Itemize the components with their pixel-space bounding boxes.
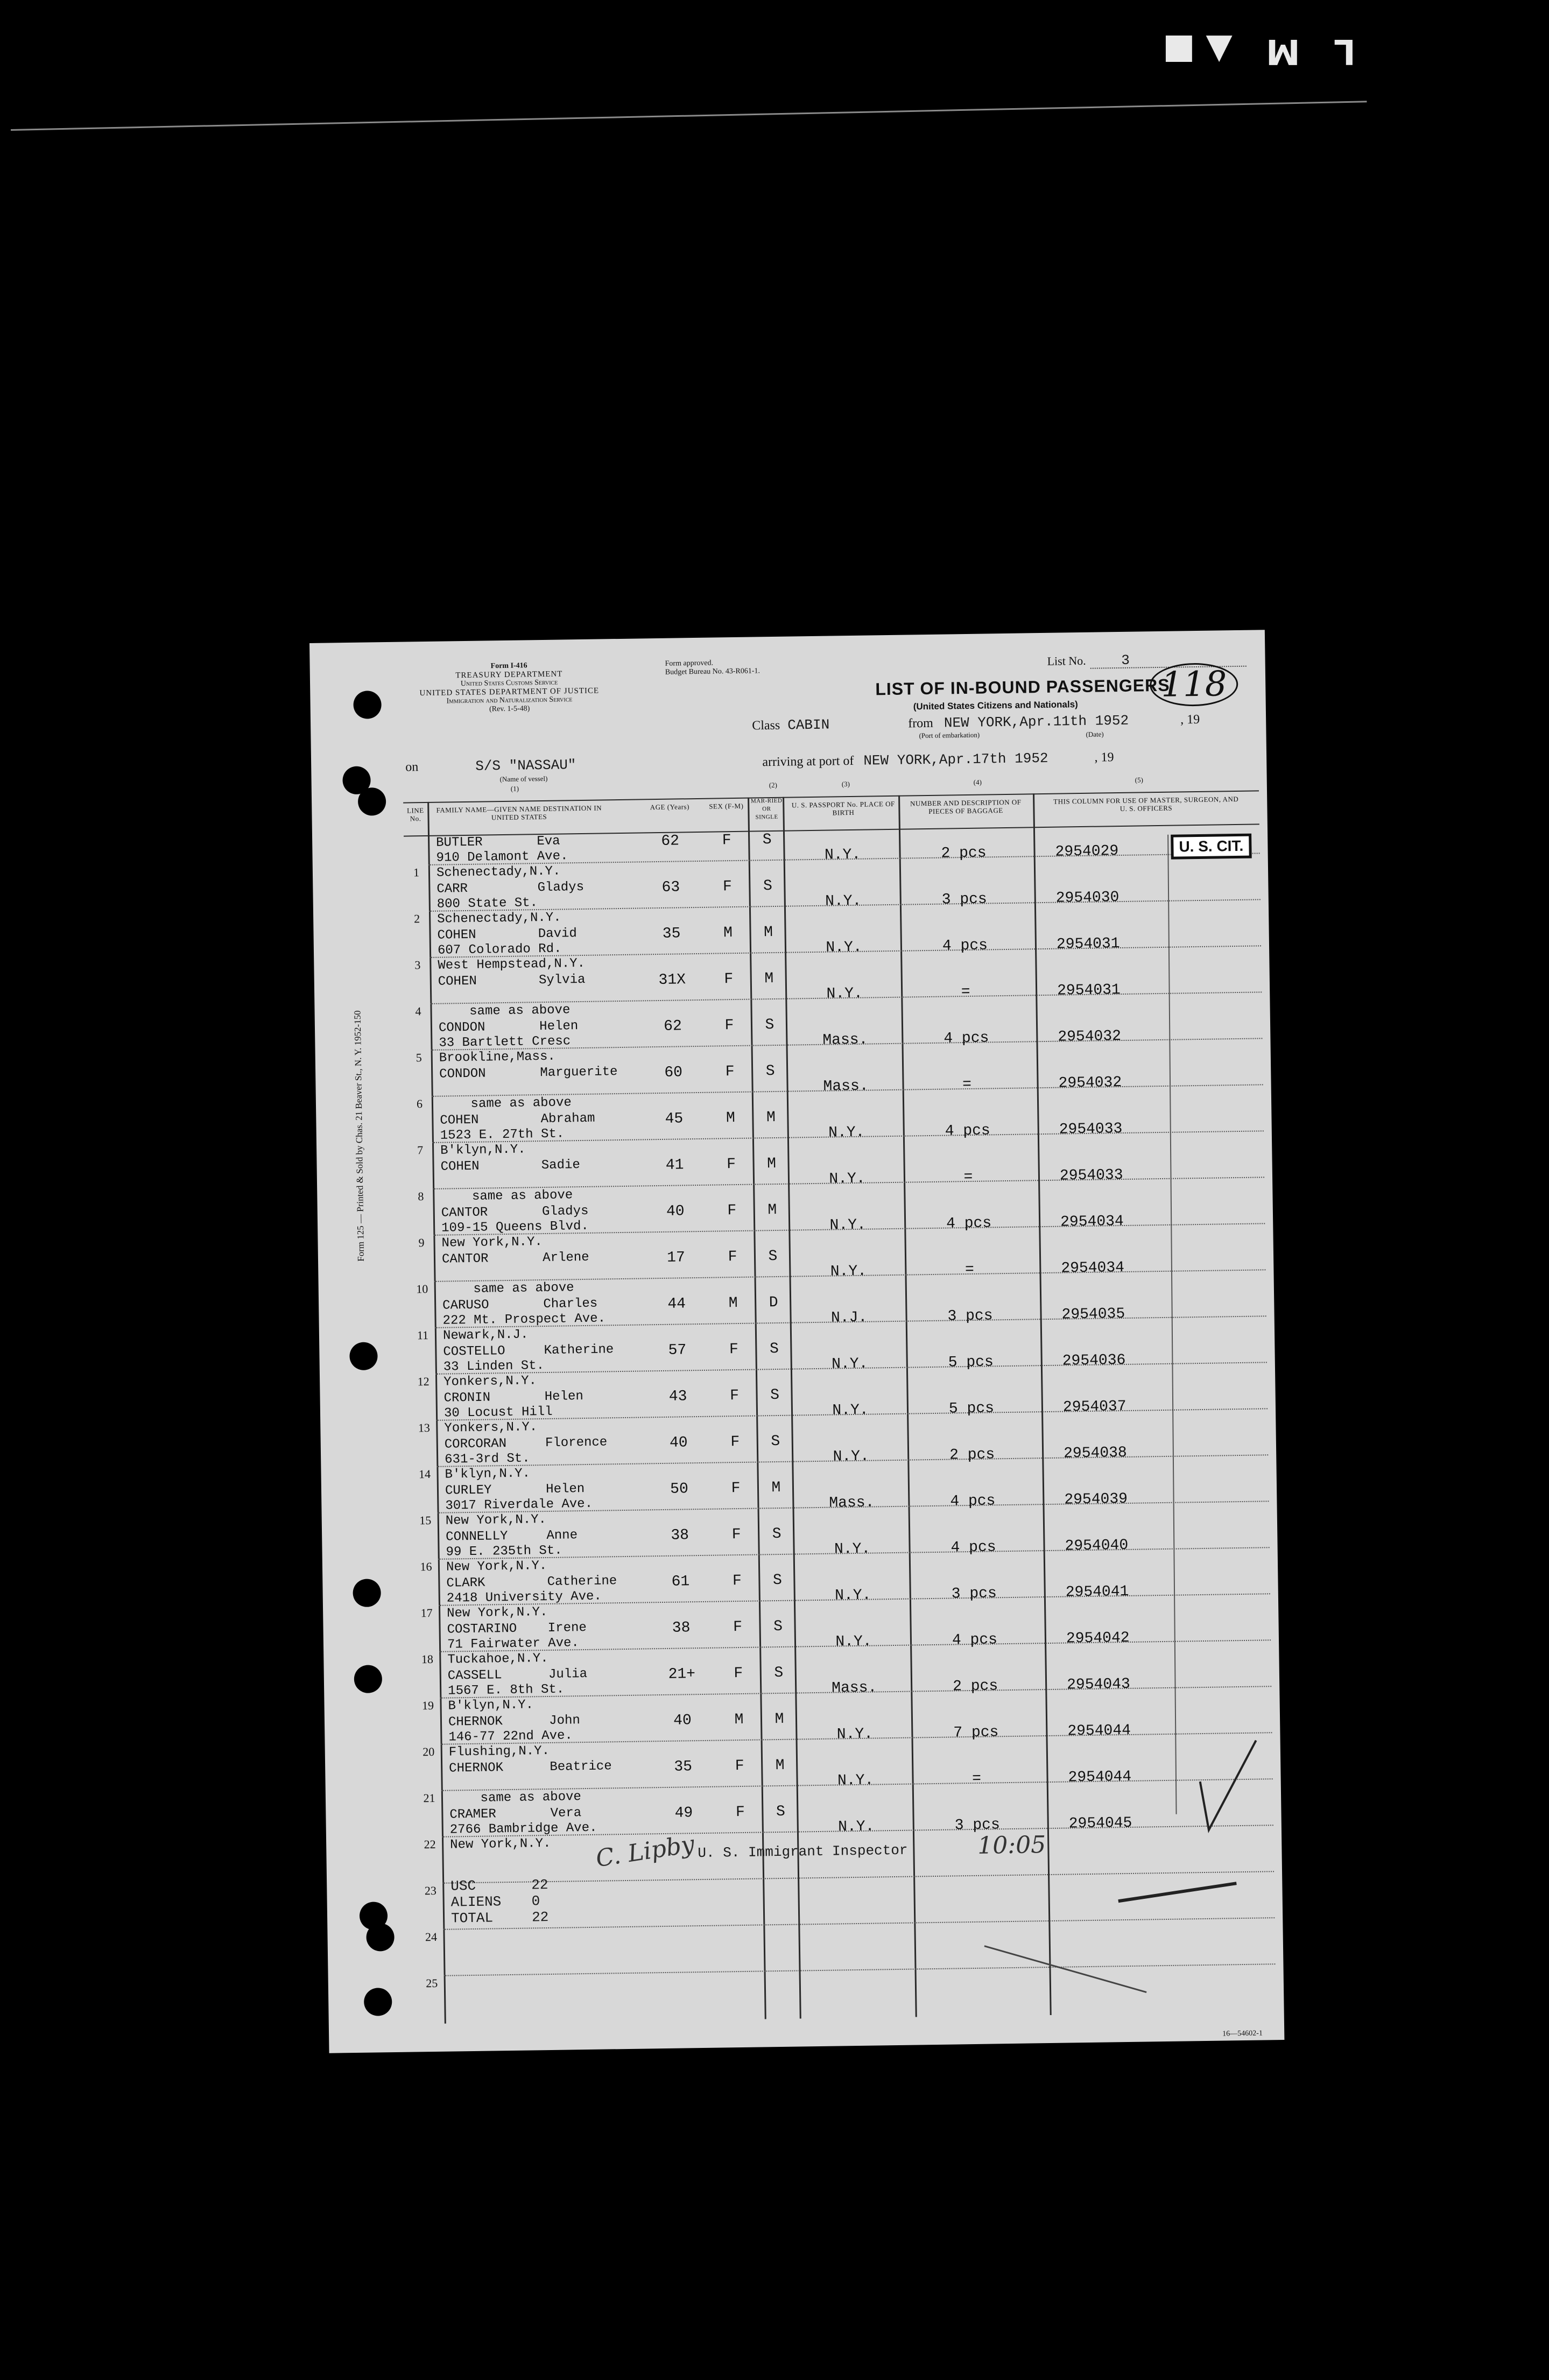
passenger-name: CURLEY Helen	[445, 1482, 585, 1498]
arriving-value: NEW YORK,Apr.17th 1952	[863, 750, 1048, 769]
passenger-address: 71 Fairwater Ave.	[447, 1636, 580, 1652]
passenger-birthplace: Mass.	[831, 1679, 877, 1697]
passenger-city: New York,N.Y.	[441, 1235, 543, 1251]
row-number: 24	[425, 1930, 438, 1944]
passenger-sex: F	[729, 1387, 740, 1405]
col-ref-1: (1)	[510, 784, 519, 793]
passenger-name: CRONIN Helen	[443, 1389, 584, 1406]
total-all-label: TOTAL	[450, 1910, 494, 1927]
passenger-sex: M	[723, 925, 733, 942]
passenger-birthplace: N.Y.	[835, 1633, 872, 1651]
passenger-name: CANTOR Arlene	[441, 1250, 589, 1267]
passenger-name: COSTARINO Irene	[447, 1620, 587, 1637]
row-number: 3	[414, 958, 421, 972]
passenger-marital: S	[762, 832, 772, 849]
passenger-ref-number: 2954038	[1063, 1444, 1127, 1462]
passenger-name: BUTLER Eva	[436, 834, 560, 850]
passenger-sex: F	[726, 1156, 736, 1173]
passenger-address: 2418 University Ave.	[446, 1589, 602, 1606]
passenger-name: COHEN Sadie	[440, 1158, 581, 1174]
passenger-baggage: 3 pcs	[947, 1307, 993, 1325]
passenger-list-document	[309, 630, 1284, 2053]
passenger-city: B'klyn,N.Y.	[448, 1698, 534, 1714]
passenger-age: 63	[661, 879, 680, 896]
passenger-ref-number: 2954029	[1055, 843, 1119, 861]
passenger-baggage: 7 pcs	[953, 1724, 999, 1742]
col-head-married: MAR-RIED OR SINGLE	[750, 797, 783, 821]
row-number: 20	[423, 1744, 435, 1759]
passenger-city: Tuckahoe,N.Y.	[447, 1651, 548, 1667]
passenger-ref-number: 2954035	[1061, 1305, 1125, 1323]
passenger-marital: M	[763, 924, 773, 941]
passenger-marital: M	[766, 1155, 777, 1173]
row-number: 21	[423, 1791, 435, 1805]
passenger-age: 61	[671, 1573, 690, 1590]
immigration-service: Immigration and Naturalization Service	[446, 695, 573, 706]
passenger-marital: M	[764, 970, 774, 988]
passenger-baggage: 2 pcs	[941, 844, 987, 862]
passenger-address: 109-15 Queens Blvd.	[441, 1219, 589, 1236]
passenger-birthplace: N.Y.	[830, 1263, 867, 1280]
passenger-birthplace: N.Y.	[837, 1772, 874, 1790]
col-ref-3: (3)	[841, 780, 850, 788]
row-number: 2	[413, 912, 420, 926]
row-number: 6	[416, 1097, 423, 1111]
passenger-city: same as above	[449, 1790, 582, 1806]
passenger-age: 57	[668, 1342, 687, 1359]
punch-hole	[366, 1923, 395, 1952]
passenger-marital: M	[766, 1109, 776, 1126]
passenger-name: CONDON Helen	[438, 1019, 579, 1036]
passenger-baggage: 3 pcs	[954, 1816, 1000, 1834]
passenger-name: CARUSO Charles	[442, 1296, 598, 1313]
passenger-birthplace: N.Y.	[833, 1448, 870, 1466]
passenger-address: 607 Colorado Rd.	[437, 941, 562, 958]
passenger-name: COHEN Sylvia	[438, 972, 586, 989]
passenger-ref-number: 2954044	[1068, 1768, 1132, 1786]
on-label: on	[405, 760, 419, 774]
passenger-city: New York,N.Y.	[450, 1836, 551, 1853]
passenger-ref-number: 2954043	[1066, 1675, 1130, 1694]
passenger-baggage: 4 pcs	[952, 1631, 998, 1649]
passenger-name: CONDON Marguerite	[439, 1065, 618, 1082]
passenger-marital: S	[776, 1803, 786, 1821]
passenger-ref-number: 2954031	[1057, 982, 1121, 999]
passenger-ref-number: 2954044	[1067, 1722, 1131, 1740]
passenger-age: 62	[663, 1018, 682, 1035]
row-number: 5	[416, 1051, 422, 1065]
passenger-age: 17	[666, 1249, 686, 1266]
passenger-age: 40	[669, 1434, 688, 1452]
passenger-city: B'klyn,N.Y.	[440, 1142, 526, 1158]
approval-block	[665, 658, 760, 677]
passenger-table	[403, 790, 1276, 2024]
passenger-city: New York,N.Y.	[446, 1559, 547, 1575]
passenger-birthplace: N.Y.	[834, 1587, 871, 1604]
passenger-marital: D	[769, 1294, 778, 1312]
passenger-sex: F	[725, 1064, 735, 1081]
punch-hole	[353, 691, 382, 719]
printer-side-text: Form 125 — Printed & Sold by Chas. 21 Beaver St., N. Y. 1952-150	[352, 1010, 367, 1262]
passenger-sex: M	[728, 1295, 738, 1312]
passenger-sex: F	[727, 1202, 737, 1220]
passenger-birthplace: N.Y.	[837, 1818, 875, 1836]
passenger-baggage: 2 pcs	[952, 1678, 998, 1695]
justice-dept: UNITED STATES DEPARTMENT OF JUSTICE	[419, 686, 600, 698]
passenger-birthplace: N.Y.	[826, 985, 863, 1003]
passenger-city: same as above	[439, 1095, 572, 1112]
passenger-age: 31X	[658, 971, 686, 989]
passenger-address: 631-3rd St.	[445, 1451, 530, 1467]
passenger-sex: F	[728, 1249, 737, 1266]
passenger-city: Flushing,N.Y.	[448, 1743, 550, 1760]
inspector-signature: C. Lipby	[594, 1830, 696, 1873]
passenger-address: 910 Delamont Ave.	[436, 849, 568, 865]
class-label: Class	[752, 718, 780, 733]
total-all-value: 22	[531, 1909, 549, 1926]
passenger-birthplace: N.Y.	[828, 1124, 865, 1142]
passenger-baggage: 4 pcs	[945, 1122, 990, 1140]
passenger-birthplace: Mass.	[823, 1078, 869, 1095]
passenger-baggage: 4 pcs	[944, 1030, 989, 1047]
passenger-city: Schenectady,N.Y.	[436, 864, 561, 881]
col-ref-5: (5)	[1135, 776, 1143, 784]
passenger-marital: S	[765, 1063, 775, 1080]
passenger-baggage: =	[963, 1168, 973, 1186]
passenger-address: 99 E. 235th St.	[446, 1543, 562, 1560]
punch-hole	[364, 1988, 392, 2016]
passenger-sex: F	[731, 1526, 741, 1544]
passenger-address: 1567 E. 8th St.	[448, 1682, 565, 1699]
row-number: 10	[416, 1282, 428, 1296]
passenger-ref-number: 2954030	[1055, 889, 1119, 907]
passenger-ref-number: 2954032	[1058, 1074, 1122, 1092]
passenger-age: 50	[670, 1481, 689, 1498]
passenger-address: 33 Linden St.	[443, 1358, 545, 1375]
passenger-address: 33 Bartlett Cresc	[439, 1034, 571, 1051]
passenger-baggage: 2 pcs	[949, 1446, 995, 1464]
from-label: from	[908, 716, 934, 731]
passenger-age: 45	[665, 1110, 684, 1128]
passenger-birthplace: N.Y.	[829, 1170, 865, 1188]
passenger-ref-number: 2954040	[1065, 1537, 1129, 1555]
passenger-age: 40	[673, 1712, 692, 1729]
passenger-age: 40	[666, 1203, 685, 1220]
passenger-age: 38	[672, 1619, 691, 1637]
passenger-birthplace: N.Y.	[825, 892, 862, 910]
passenger-birthplace: N.Y.	[831, 1355, 868, 1373]
passenger-name: CORCORAN Florence	[444, 1435, 608, 1452]
passenger-baggage: =	[971, 1770, 982, 1788]
strike-line	[1118, 1883, 1236, 1901]
passenger-name: CONNELLY Anne	[446, 1528, 578, 1545]
passenger-marital: S	[772, 1572, 783, 1589]
row-number: 16	[420, 1559, 432, 1574]
passenger-sex: F	[724, 971, 734, 988]
passenger-birthplace: Mass.	[829, 1494, 875, 1512]
circled-list-number: 118	[1150, 663, 1238, 707]
passenger-marital: S	[769, 1340, 779, 1358]
from-value: NEW YORK,Apr.11th 1952	[944, 712, 1129, 731]
year-suffix: , 19	[1180, 712, 1200, 727]
row-number: 4	[415, 1004, 421, 1018]
passenger-address: 146-77 22nd Ave.	[448, 1728, 573, 1745]
passenger-sex: F	[733, 1618, 743, 1636]
passenger-address: 3017 Riverdale Ave.	[445, 1496, 593, 1513]
passenger-age: 44	[667, 1295, 686, 1313]
passenger-city: Newark,N.J.	[442, 1327, 529, 1343]
passenger-ref-number: 2954034	[1060, 1213, 1124, 1231]
passenger-baggage: =	[962, 1076, 972, 1094]
punch-hole	[349, 1342, 378, 1370]
passenger-sex: F	[735, 1757, 744, 1775]
passenger-marital: S	[772, 1525, 781, 1543]
vessel-name: S/S "NASSAU"	[475, 757, 576, 774]
passenger-sex: F	[722, 832, 731, 849]
passenger-sex: F	[734, 1665, 743, 1682]
passenger-marital: M	[774, 1710, 784, 1728]
passenger-marital: S	[770, 1386, 780, 1404]
passenger-age: 49	[674, 1805, 693, 1822]
inspector-title: U. S. Immigrant Inspector	[698, 1842, 908, 1862]
margin-line	[1163, 835, 1181, 1814]
passenger-age: 41	[665, 1157, 684, 1174]
passenger-city: same as above	[442, 1280, 574, 1297]
passenger-sex: F	[730, 1433, 740, 1451]
passenger-name: CANTOR Gladys	[441, 1203, 589, 1221]
header-agency-block	[396, 660, 623, 715]
passenger-birthplace: N.Y.	[829, 1216, 867, 1234]
class-value: CABIN	[787, 716, 830, 734]
passenger-birthplace: N.Y.	[834, 1540, 871, 1558]
passenger-birthplace: Mass.	[822, 1031, 868, 1049]
passenger-marital: S	[768, 1248, 778, 1265]
row-number: 8	[418, 1189, 424, 1203]
row-number: 9	[418, 1236, 425, 1250]
passenger-marital: S	[763, 878, 773, 895]
form-approved: Form approved.	[665, 659, 714, 668]
row-number: 19	[421, 1698, 434, 1713]
passenger-ref-number: 2954041	[1065, 1583, 1129, 1601]
treasury-dept: TREASURY DEPARTMENT	[455, 670, 563, 680]
passenger-marital: S	[774, 1664, 784, 1682]
vessel-caption: (Name of vessel)	[499, 774, 548, 784]
col-head-passport: U. S. PASSPORT No. PLACE OF BIRTH	[791, 799, 895, 817]
passenger-city: B'klyn,N.Y.	[445, 1466, 531, 1482]
check-mark	[1200, 1741, 1257, 1830]
passenger-age: 38	[671, 1527, 689, 1544]
passenger-age: 35	[674, 1758, 693, 1776]
row-number: 11	[417, 1328, 429, 1342]
passenger-address: 1523 E. 27th St.	[440, 1126, 565, 1143]
passenger-city: Brookline,Mass.	[439, 1049, 556, 1066]
passenger-city: New York,N.Y.	[445, 1512, 547, 1529]
date-caption: (Date)	[1086, 730, 1104, 738]
year-suffix-2: , 19	[1094, 750, 1114, 765]
passenger-ref-number: 2954032	[1058, 1028, 1122, 1046]
passenger-ref-number: 2954033	[1059, 1166, 1123, 1185]
passenger-name: COSTELLO Katherine	[443, 1342, 614, 1360]
list-number	[1047, 652, 1130, 670]
list-no-label: List No.	[1047, 653, 1086, 668]
passenger-sex: F	[722, 878, 733, 896]
total-usc-value: 22	[531, 1877, 548, 1893]
passenger-sex: F	[729, 1341, 739, 1358]
passenger-age: 35	[662, 925, 681, 942]
passenger-address: 30 Locust Hill	[443, 1404, 553, 1421]
passenger-baggage: 4 pcs	[942, 937, 988, 955]
row-number: 13	[418, 1421, 431, 1435]
passenger-marital: M	[775, 1757, 785, 1775]
passenger-birthplace: N.Y.	[824, 846, 861, 864]
passenger-address: 2766 Bambridge Ave.	[449, 1820, 597, 1837]
row-number: 17	[420, 1606, 433, 1620]
passenger-name: CARR Gladys	[436, 879, 585, 897]
punch-hole	[354, 1665, 383, 1693]
passenger-marital: M	[771, 1479, 781, 1497]
passenger-marital: S	[773, 1618, 783, 1636]
passenger-city: same as above	[438, 1003, 571, 1019]
passenger-name: CRAMER Vera	[449, 1806, 582, 1822]
us-citizen-stamp: U. S. CIT.	[1171, 834, 1251, 860]
passenger-age: 43	[668, 1388, 687, 1405]
footer-code: 16—54602-1	[1222, 2029, 1263, 2038]
passenger-city: Yonkers,N.Y.	[443, 1374, 537, 1390]
row-number: 22	[424, 1837, 436, 1851]
passenger-name: CLARK Catherine	[446, 1574, 617, 1591]
punch-hole	[353, 1579, 381, 1607]
customs-service: United States Customs Service	[460, 678, 558, 688]
diagonal-line	[984, 1944, 1146, 1995]
row-number: 18	[421, 1652, 434, 1666]
passenger-birthplace: N.Y.	[826, 939, 862, 956]
passenger-baggage: =	[964, 1261, 975, 1279]
passenger-name: COHEN Abraham	[440, 1111, 595, 1128]
passenger-address: 800 State St.	[436, 896, 538, 912]
passenger-age: 62	[661, 833, 680, 850]
passenger-ref-number: 2954039	[1064, 1490, 1128, 1509]
passenger-city: New York,N.Y.	[447, 1604, 548, 1621]
passenger-address: 222 Mt. Prospect Ave.	[442, 1311, 606, 1328]
port-embarkation-caption: (Port of embarkation)	[919, 730, 980, 740]
passenger-age: 60	[664, 1064, 683, 1081]
passenger-ref-number: 2954034	[1061, 1259, 1125, 1277]
passenger-baggage: 5 pcs	[948, 1354, 994, 1371]
passenger-baggage: 4 pcs	[946, 1215, 992, 1233]
passenger-sex: F	[735, 1804, 745, 1821]
passenger-marital: M	[768, 1201, 777, 1219]
passenger-baggage: 3 pcs	[941, 891, 987, 909]
form-number: Form I-416	[490, 661, 527, 671]
passenger-name: CASSELL Julia	[447, 1666, 588, 1684]
film-edge-mark: L M ▲■	[1152, 31, 1356, 71]
page-subtitle: (United States Citizens and Nationals)	[913, 699, 1078, 712]
row-number: 7	[417, 1143, 424, 1157]
vessel-line	[405, 749, 1114, 775]
passenger-baggage: 4 pcs	[950, 1492, 996, 1510]
passenger-baggage: 5 pcs	[948, 1400, 995, 1418]
passenger-sex: F	[724, 1017, 734, 1034]
list-no-value: 3	[1121, 652, 1130, 668]
page-title: LIST OF IN-BOUND PASSENGERS	[875, 675, 1170, 699]
passenger-sex: F	[731, 1480, 741, 1497]
inspection-time: 10:05	[977, 1831, 1046, 1860]
row-number: 1	[413, 865, 420, 879]
row-number: 25	[426, 1976, 438, 1990]
row-number: 23	[424, 1883, 437, 1898]
col-head-line: LINE No.	[406, 806, 424, 823]
col-head-officers: THIS COLUMN FOR USE OF MASTER, SURGEON, AND U. S. OFFICERS	[1053, 794, 1239, 813]
passenger-city: Yonkers,N.Y.	[444, 1420, 538, 1436]
passenger-birthplace: N.J.	[830, 1309, 868, 1327]
total-aliens-label: ALIENS	[450, 1893, 502, 1911]
passenger-baggage: 3 pcs	[951, 1585, 997, 1603]
col-head-name: FAMILY NAME—GIVEN NAME DESTINATION IN UNITED STATES	[436, 804, 602, 822]
passenger-ref-number: 2954036	[1062, 1351, 1126, 1370]
passenger-city: same as above	[441, 1188, 573, 1205]
row-number: 15	[419, 1513, 432, 1527]
row-number: 12	[417, 1375, 430, 1389]
passenger-age: 21+	[668, 1666, 696, 1683]
total-aliens-value: 0	[531, 1893, 540, 1910]
passenger-ref-number: 2954045	[1068, 1814, 1132, 1833]
form-revision: (Rev. 1-5-48)	[489, 705, 530, 714]
col-head-baggage: NUMBER AND DESCRIPTION OF PIECES OF BAGGAGE	[910, 798, 1022, 815]
film-edge-line	[11, 101, 1367, 131]
col-ref-4: (4)	[973, 778, 982, 786]
col-head-sex: SEX (F-M)	[709, 801, 744, 811]
punch-hole	[358, 787, 386, 816]
pen-marks	[403, 790, 1276, 2024]
passenger-sex: F	[732, 1572, 742, 1590]
row-number: 14	[418, 1467, 431, 1481]
passenger-city: West Hempstead,N.Y.	[438, 956, 586, 973]
total-usc-label: USC	[450, 1877, 476, 1895]
passenger-birthplace: N.Y.	[832, 1402, 869, 1419]
col-ref-2: (2)	[769, 780, 778, 790]
passenger-marital: S	[765, 1017, 774, 1034]
passenger-ref-number: 2954037	[1062, 1398, 1126, 1416]
passenger-ref-number: 2954042	[1066, 1629, 1130, 1647]
arriving-label: arriving at port of	[762, 754, 854, 770]
passenger-baggage: =	[961, 983, 970, 1001]
budget-bureau: Budget Bureau No. 43-R061-1.	[665, 667, 761, 677]
passenger-marital: S	[771, 1433, 780, 1450]
passenger-baggage: 4 pcs	[950, 1539, 996, 1557]
passenger-ref-number: 2954031	[1056, 935, 1120, 953]
passenger-name: CHERNOK John	[448, 1713, 581, 1730]
passenger-name: COHEN David	[437, 926, 578, 943]
passenger-city: Schenectady,N.Y.	[437, 910, 561, 927]
col-head-age: AGE (Years)	[650, 802, 689, 812]
passenger-birthplace: N.Y.	[836, 1726, 874, 1743]
passenger-ref-number: 2954033	[1059, 1121, 1123, 1138]
passenger-sex: M	[726, 1110, 736, 1127]
passenger-sex: M	[734, 1711, 744, 1729]
passenger-name: CHERNOK Beatrice	[449, 1759, 612, 1776]
